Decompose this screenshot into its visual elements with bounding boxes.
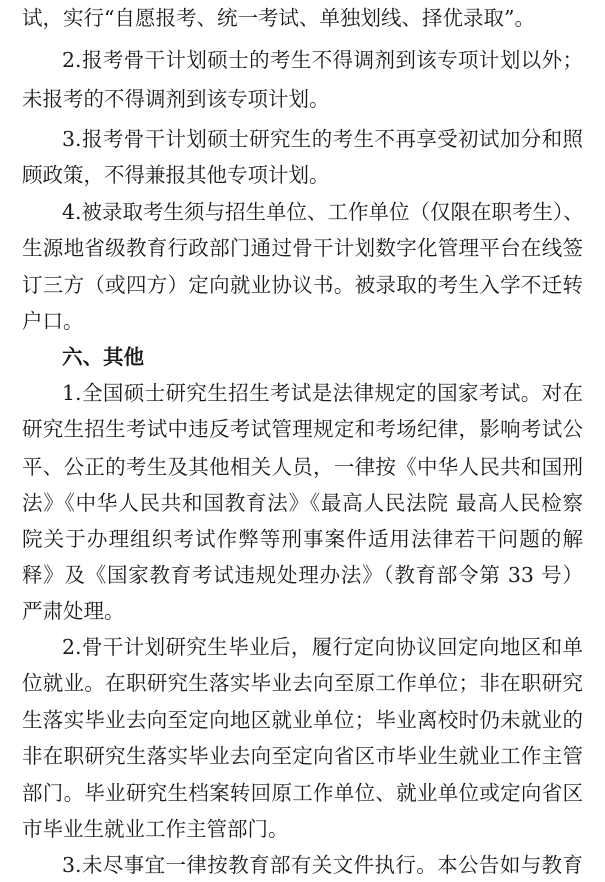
paragraph-line: 严肃处理。: [22, 599, 125, 623]
paragraph-line: 试，实行“自愿报考、统一考试、单独划线、择优录取”。: [22, 6, 535, 30]
paragraph-line: 3.未尽事宜一律按教育部有关文件执行。本公告如与教育: [62, 853, 583, 877]
paragraph-line: 市毕业生就业工作主管部门。: [22, 817, 289, 841]
paragraph-line: 位就业。在职研究生落实毕业去向至原工作单位；非在职研究: [22, 671, 583, 695]
paragraph-line: 非在职研究生落实毕业去向至定向省区市毕业生就业工作主管: [22, 744, 583, 768]
paragraph-line: 平、公正的考生及其他相关人员，一律按《中华人民共和国刑: [22, 455, 583, 479]
paragraph-line: 2.报考骨干计划硕士的考生不得调剂到该专项计划以外；: [62, 48, 583, 72]
paragraph-line: 法》《中华人民共和国教育法》《最高人民法院 最高人民检察: [22, 491, 583, 515]
paragraph-line: 3.报考骨干计划硕士研究生的考生不再享受初试加分和照: [62, 127, 583, 151]
paragraph-line: 院关于办理组织考试作弊等刑事案件适用法律若干问题的解: [22, 527, 583, 551]
paragraph-line: 释》及《国家教育考试违规处理办法》（教育部令第 33 号）: [22, 563, 583, 587]
paragraph-line: 1.全国硕士研究生招生考试是法律规定的国家考试。对在: [62, 381, 583, 405]
paragraph-line: 未报考的不得调剂到该专项计划。: [22, 87, 330, 111]
paragraph-line: 生源地省级教育行政部门通过骨干计划数字化管理平台在线签: [22, 236, 583, 260]
paragraph-line: 订三方（或四方）定向就业协议书。被录取的考生入学不迁转: [22, 273, 583, 297]
paragraph-line: 顾政策，不得兼报其他专项计划。: [22, 163, 330, 187]
paragraph-line: 2.骨干计划研究生毕业后，履行定向协议回定向地区和单: [62, 635, 583, 659]
section-heading: 六、其他: [62, 345, 144, 369]
paragraph-line: 部门。毕业研究生档案转回原工作单位、就业单位或定向省区: [22, 781, 583, 805]
paragraph-line: 4.被录取考生须与招生单位、工作单位（仅限在职考生）、: [62, 200, 584, 224]
paragraph-line: 户口。: [22, 309, 84, 333]
paragraph-line: 生落实毕业去向至定向地区就业单位；毕业离校时仍未就业的: [22, 708, 583, 732]
paragraph-line: 研究生招生考试中违反考试管理规定和考场纪律，影响考试公: [22, 417, 583, 441]
